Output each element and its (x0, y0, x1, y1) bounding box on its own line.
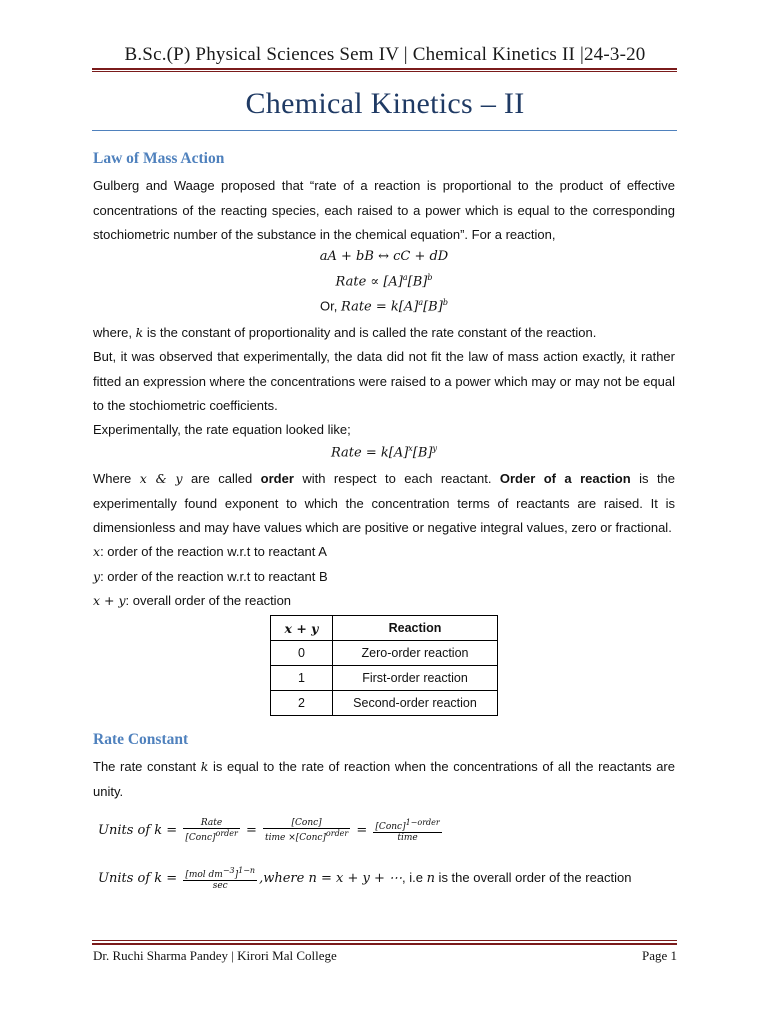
eq-or-label: Or, (320, 298, 341, 314)
y-order-line (93, 565, 675, 590)
table-header-cell: Reaction (333, 616, 498, 641)
footer-author: Dr. Ruchi Sharma Pandey | Kirori Mal College (93, 948, 337, 963)
rate-constant-text: is the constant of proportionality and is called the rate constant of the reaction. (143, 325, 597, 340)
frac3-num: [Conc] (375, 822, 406, 832)
rate-constant-definition: where, k is the constant of proportionality and is called the rate constant of the reaction. (93, 325, 597, 340)
table-header-row (271, 616, 498, 641)
equation-rate-proportional: Rate ∝ $[A]^a[B]^b$ (335, 273, 433, 290)
where-text: where, (93, 325, 136, 340)
order-word: order (260, 471, 294, 486)
where-order-2: are called (182, 471, 261, 486)
section-heading-rate-constant: Rate Constant (93, 731, 189, 748)
rate-constant-paragraph: The rate constant k is equal to the rate of reaction when the concentrations of all the reactants are unity. (93, 759, 675, 799)
table-cell: Second-order reaction (333, 691, 498, 716)
units2-tail-b: is the overall order of the reaction (434, 870, 632, 885)
intro-paragraph: Gulberg and Waage proposed that “rate of a reaction is proportional to the product of effective concentrations of the reacting species, each raised to a power which is equal to the corresponding stochiometric number of the substance in the chemical equation”. For a reaction, (93, 178, 675, 242)
x-symbol: x (93, 544, 101, 559)
table-cell: 2 (271, 691, 333, 716)
running-header: B.Sc.(P) Physical Sciences Sem IV | Chemical Kinetics II |24-3-20 (124, 44, 646, 65)
table-cell: 1 (271, 666, 333, 691)
fraction-conc-power-over-time: $\frac{[Conc]^{1-order}}{\text{time}}$ (375, 818, 440, 843)
fraction-mol-dm-over-sec: $\frac{[mol dm^{-3}]^{1-n}}{\sec}$ (185, 866, 256, 891)
fraction-conc-over-time: $\frac{\text{[Conc]}}{time \times[Conc]^{order}}$ (265, 818, 349, 843)
footer-rule (92, 943, 677, 945)
equation-reaction: aA + bB ↔ cC + dD (319, 249, 449, 264)
table-row (271, 666, 498, 691)
y-symbol: y (93, 569, 101, 584)
title-underline (92, 130, 677, 131)
xy-symbol: x + y (93, 593, 126, 608)
y-order-text: : order of the reaction w.r.t to reactant B (100, 569, 328, 584)
frac2-num: [Conc] (263, 818, 350, 829)
frac2-den: time ×[Conc] (265, 833, 326, 843)
equation-rate-law: Or, Rate = $k[A]^a[B]^b$ (320, 298, 448, 315)
units2-lhs: Units of k = (98, 871, 182, 886)
frac3-den: time (397, 833, 418, 843)
table-row (271, 641, 498, 666)
units-formula-1: Units of k = $\frac{\text{Rate}}{[Conc]^{order}}$ = $\frac{\text{[Conc]}}{time \times[Conc]^{order}}$ = $\frac{[Conc]^{1-order}}{\text{time}}$ (98, 818, 440, 843)
units2-tail-a: , i.e (401, 870, 427, 885)
experimental-rate-line: Experimentally, the rate equation looked like; (93, 422, 351, 437)
order-definition-paragraph: Where x & y are called order with respect to each reactant. Order of a reaction is the experimentally found exponent to which the concentration terms of reactants are raised. It is dimensionless and may have values which are positive or negative integral values, zero or fractional. (93, 471, 676, 535)
where-order-1: Where (93, 471, 140, 486)
overall-order-line (93, 589, 675, 614)
frac4-den: sec (212, 881, 228, 891)
rate-constant-para-a: The rate constant (93, 759, 201, 774)
section-heading-law-of-mass-action: Law of Mass Action (93, 150, 225, 167)
order-of-reaction-term: Order of a reaction (499, 471, 631, 486)
x-order-text: : order of the reaction w.r.t to reactant A (100, 544, 327, 559)
x-order-line (93, 540, 675, 565)
eq-rate-prop-lhs: Rate ∝ [A] (335, 274, 403, 290)
equation-experimental-rate: Rate = $k[A]^x[B]^y$ (330, 444, 438, 461)
table-header-cell: x + y (271, 616, 333, 641)
table-cell: 0 (271, 641, 333, 666)
table-row (271, 691, 498, 716)
experimental-paragraph: But, it was observed that experimentally, the data did not fit the law of mass action exactly, it rather fitted an expression where the concentrations were raised to a power which may or may not be equal to the stochiometric coefficients. (93, 349, 675, 413)
rate-constant-para-b: is equal to the rate of reaction when the concentrations of all the reactants are unity. (93, 759, 675, 799)
where-order-4: is the experimentally found exponent to which the concentration terms of reactants are raised. It is dimensionless and may have values which are positive or negative integral values, zero or fractional. (93, 471, 676, 535)
frac1-num: Rate (183, 818, 240, 829)
page-title: Chemical Kinetics – II (245, 87, 525, 120)
frac1-den: [Conc] (185, 833, 216, 843)
footer-rule-thin (92, 940, 677, 941)
units1-lhs: Units of k = (98, 823, 182, 838)
header-rule (92, 68, 677, 70)
frac4-num: [mol dm (185, 870, 223, 880)
table-cell: First-order reaction (333, 666, 498, 691)
page-number: Page 1 (641, 948, 677, 963)
header-rule-thin (92, 71, 677, 72)
fraction-rate-over-conc: $\frac{\text{Rate}}{[Conc]^{order}}$ (185, 818, 238, 843)
order-table (270, 615, 498, 716)
units-formula-2: Units of k = $\frac{[mol dm^{-3}]^{1-n}}{\sec}$ ,where n = x + y + ⋯, i.e n is the overall order of the reaction (98, 866, 632, 891)
units2-where: ,where n = x + y + ⋯ (259, 871, 402, 886)
where-order-3: with respect to each reactant. (293, 471, 500, 486)
table-cell: Zero-order reaction (333, 641, 498, 666)
eq-rate-law-lhs: Rate = k[A] (341, 299, 419, 315)
overall-order-text: : overall order of the reaction (125, 593, 292, 608)
eq-exp-rate-lhs: Rate = k[A] (330, 445, 409, 461)
